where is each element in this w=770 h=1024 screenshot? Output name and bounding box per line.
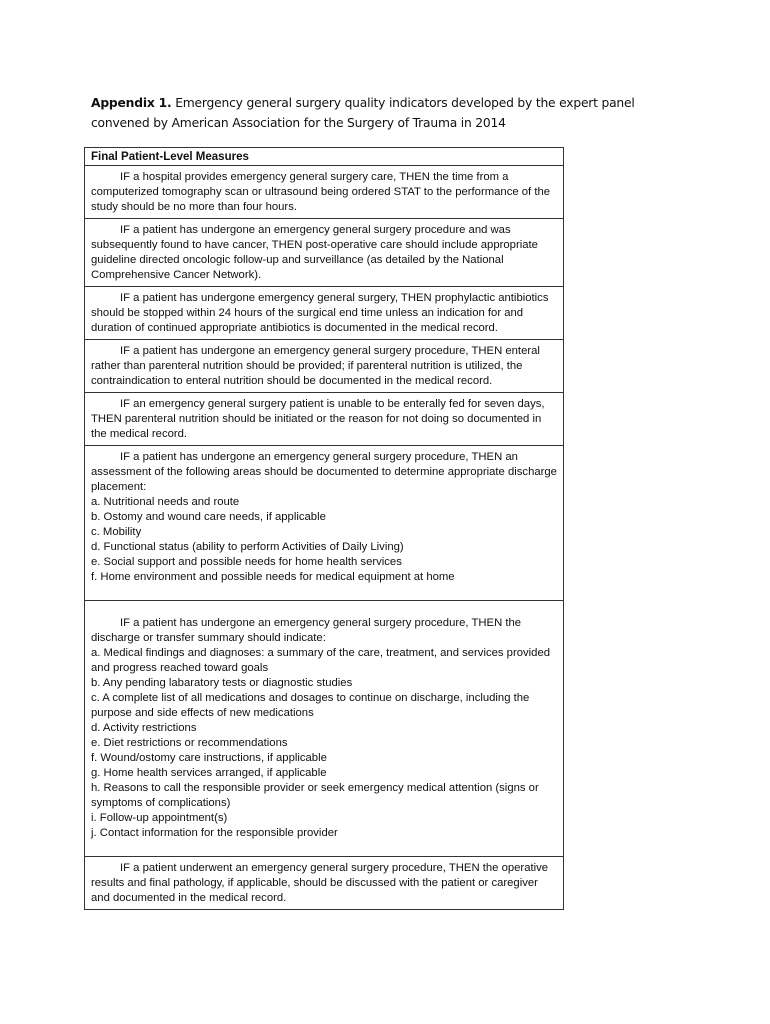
measure-row-3 (85, 286, 563, 339)
list-item: b. Any pending labaratory tests or diagnostic studies (91, 677, 353, 689)
list-item: f. Home environment and possible needs for medical equipment at home (91, 571, 455, 583)
list-item: c. A complete list of all medications and dosages to continue on discharge, including the purpose and side effects of new medications (91, 692, 530, 719)
measures-table (84, 147, 564, 910)
measure-row-6 (85, 445, 563, 600)
list-item: e. Social support and possible needs for home health services (91, 556, 402, 568)
list-item: f. Wound/ostomy care instructions, if applicable (91, 752, 327, 764)
measure-row-8 (85, 856, 563, 909)
table-header: Final Patient-Level Measures (91, 151, 249, 163)
measure-row-7 (85, 600, 563, 856)
measure-text: IF a patient has undergone an emergency general surgery procedure, THEN the discharge or transfer summary should indicate: (91, 617, 522, 644)
list-item: i. Follow-up appointment(s) (91, 812, 228, 824)
list-item: e. Diet restrictions or recommendations (91, 737, 288, 749)
list-item: g. Home health services arranged, if applicable (91, 767, 327, 779)
measure-text: IF a patient underwent an emergency general surgery procedure, THEN the operative results and final pathology, if applicable, should be discussed with the patient or caregiver and documented in the medical record. (91, 862, 549, 904)
measure-text: IF a patient has undergone an emergency general surgery procedure and was subsequently found to have cancer, THEN post-operative care should include appropriate guideline directed oncologic follow-up and surveillance (as detailed by the National Comprehensive Cancer Network). (91, 224, 538, 281)
measure-row-2 (85, 218, 563, 286)
measure-text: IF a patient has undergone emergency general surgery, THEN prophylactic antibiotics should be stopped within 24 hours of the surgical end time unless an indication for and duration of continued appropriate antibiotics is documented in the medical record. (91, 292, 549, 334)
measure-row-1 (85, 165, 563, 218)
measure-text: IF a patient has undergone an emergency general surgery procedure, THEN an assessment of the following areas should be documented to determine appropriate discharge placement: (91, 451, 557, 493)
measure-text: IF a patient has undergone an emergency general surgery procedure, THEN enteral rather than parenteral nutrition should be provided; if parenteral nutrition is utilized, the contraindication to enteral nutrition should be documented in the medical record. (91, 345, 540, 387)
measure-text: IF a hospital provides emergency general surgery care, THEN the time from a computerized tomography scan or ultrasound being ordered STAT to the performance of the study should be no more than four hours. (91, 171, 551, 213)
list-item: h. Reasons to call the responsible provider or seek emergency medical attention (signs or symptoms of complications) (91, 782, 539, 809)
caption-text: Emergency general surgery quality indicators developed by the expert panel convened by American Association for the Surgery of Trauma in 2014 (91, 96, 635, 130)
measure-row-4 (85, 339, 563, 392)
measure-row-5 (85, 392, 563, 445)
appendix-caption (91, 93, 651, 133)
list-item: a. Medical findings and diagnoses: a summary of the care, treatment, and services provided and progress reached toward goals (91, 647, 551, 674)
caption-label: Appendix 1. (91, 96, 172, 110)
list-item: d. Activity restrictions (91, 722, 197, 734)
list-item: c. Mobility (91, 526, 142, 538)
list-item: d. Functional status (ability to perform Activities of Daily Living) (91, 541, 404, 553)
list-item: a. Nutritional needs and route (91, 496, 240, 508)
measure-text: IF an emergency general surgery patient is unable to be enterally fed for seven days, THEN parenteral nutrition should be initiated or the reason for not doing so documented in the medical record. (91, 398, 545, 440)
list-item: j. Contact information for the responsible provider (91, 827, 338, 839)
list-item: b. Ostomy and wound care needs, if applicable (91, 511, 326, 523)
